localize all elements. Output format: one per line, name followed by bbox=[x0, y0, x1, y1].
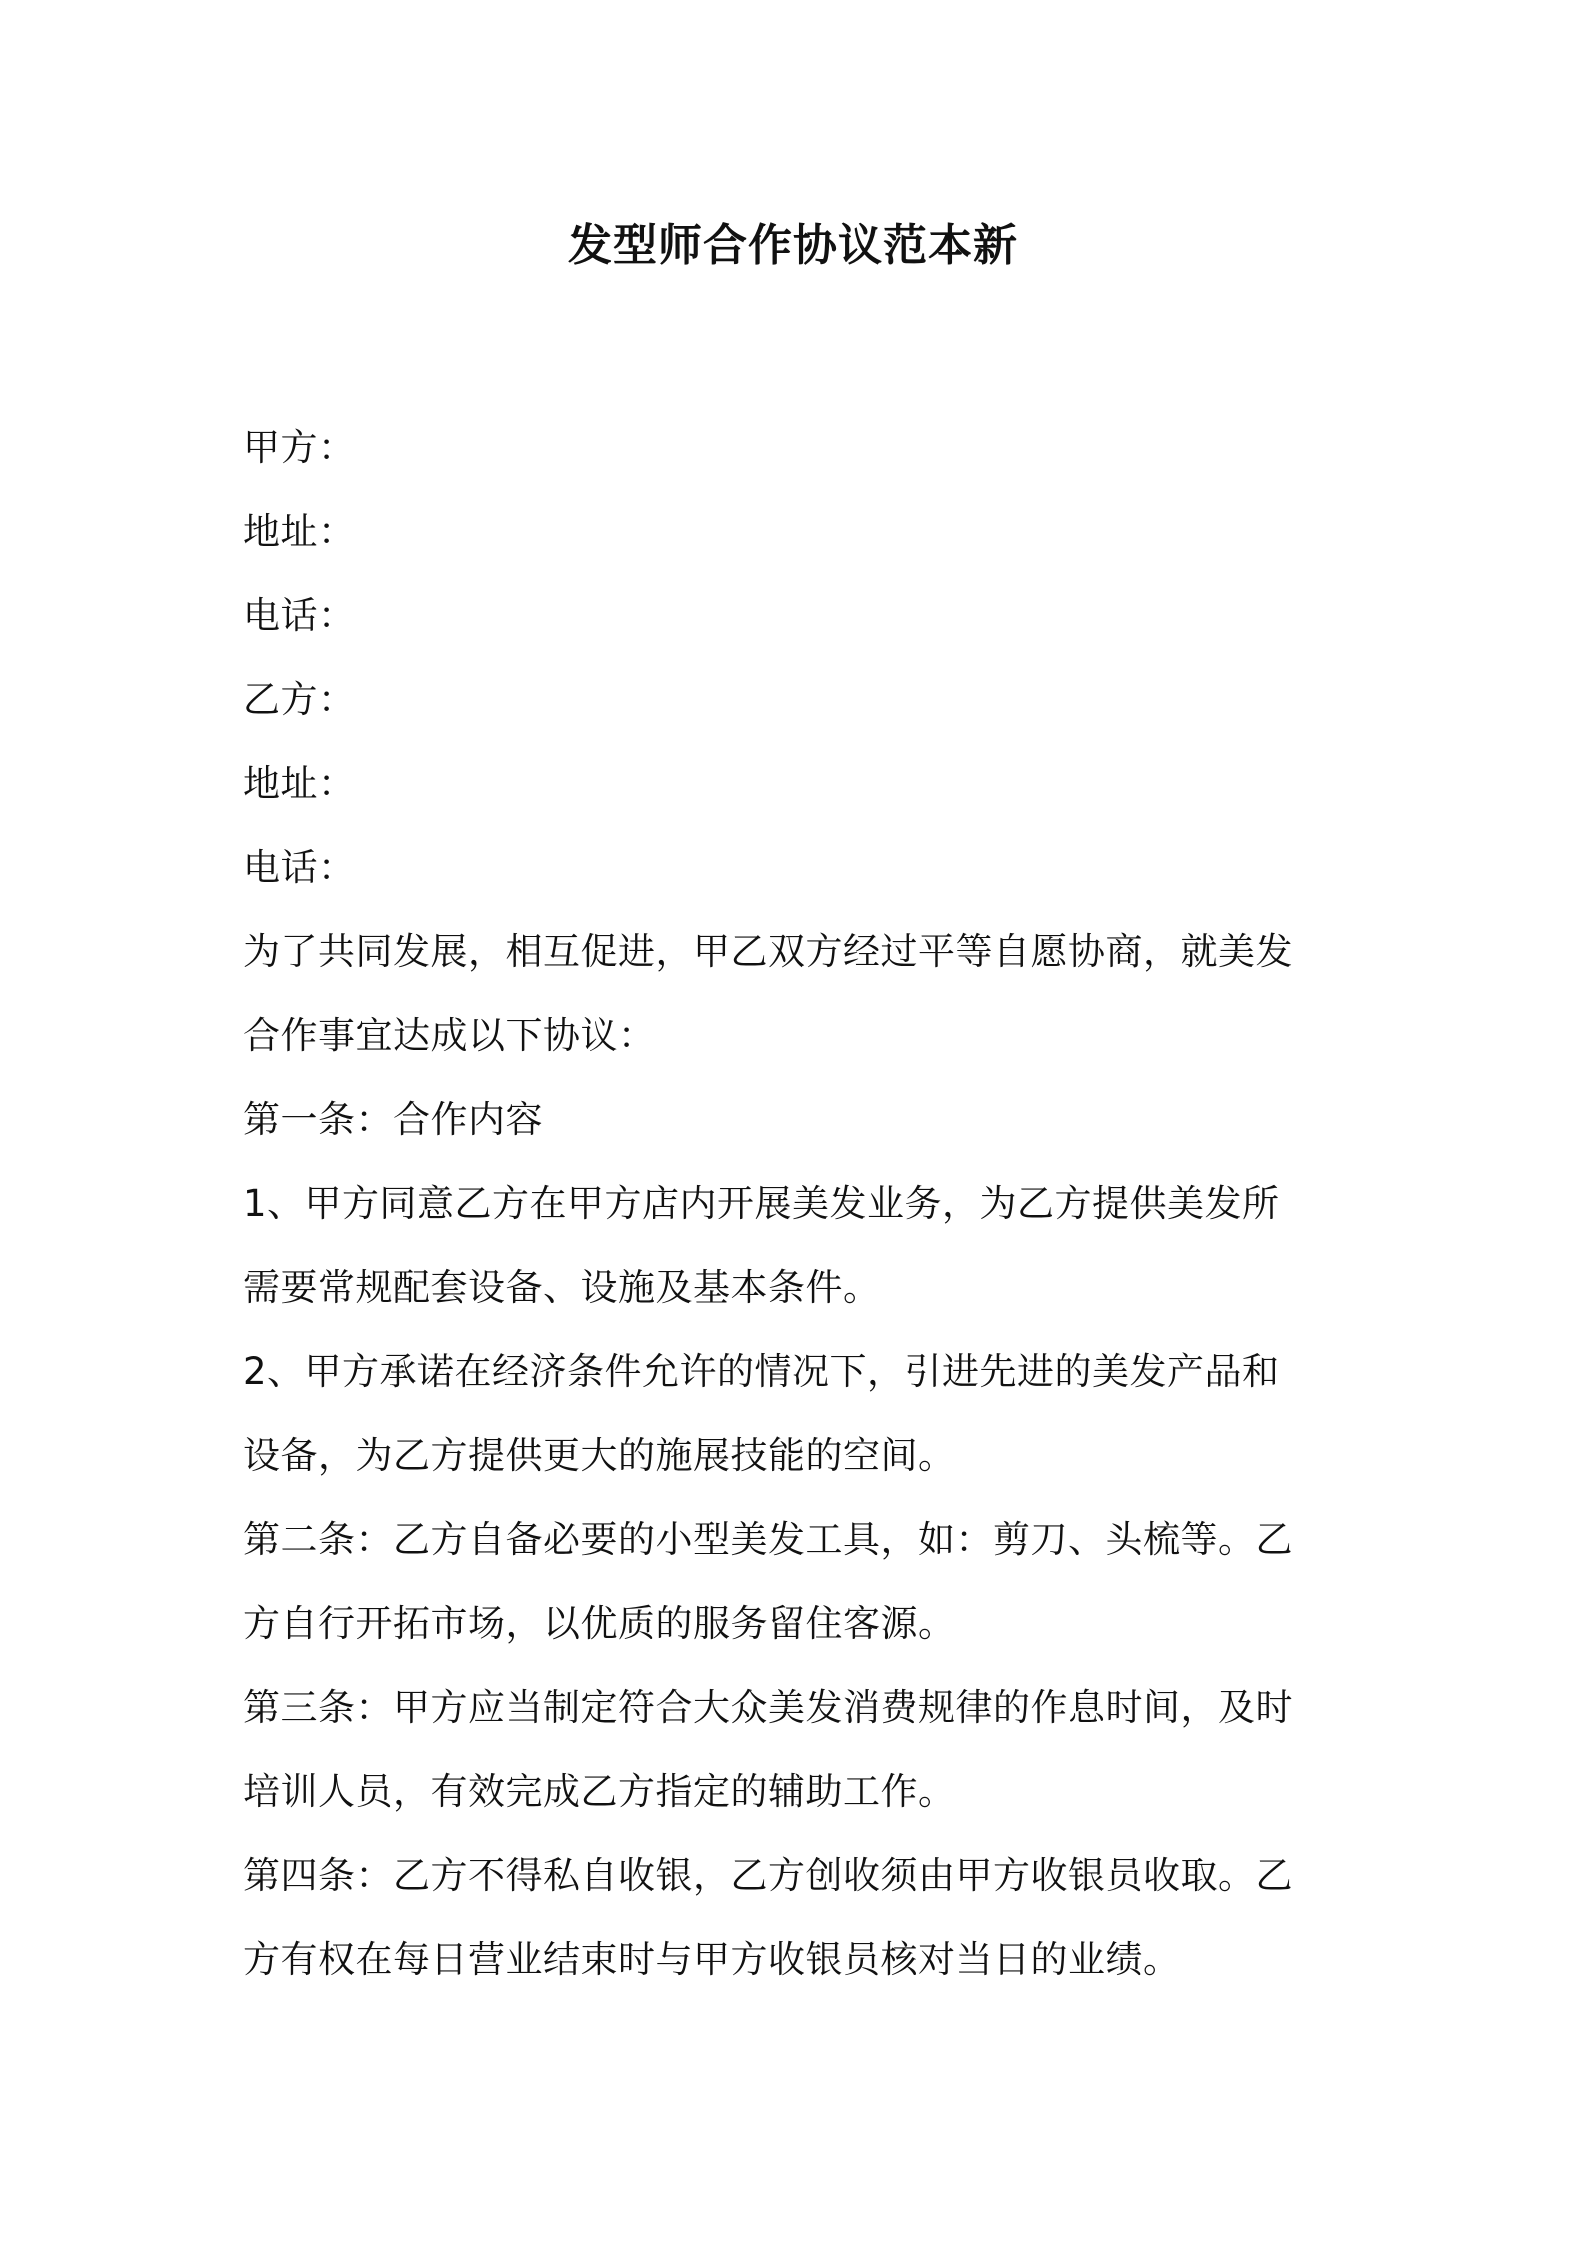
preamble-line: 合作事宜达成以下协议： bbox=[243, 1014, 656, 1057]
article-3-line: 第三条：甲方应当制定符合大众美发消费规律的作息时间，及时 bbox=[243, 1686, 1293, 1729]
document-title: 发型师合作协议范本新 bbox=[568, 220, 1018, 271]
article-3-line: 培训人员，有效完成乙方指定的辅助工作。 bbox=[243, 1770, 956, 1813]
party-b-address-label: 地址： bbox=[243, 762, 356, 805]
document-body bbox=[243, 406, 1363, 2002]
article-2-line: 第二条：乙方自备必要的小型美发工具，如：剪刀、头梳等。乙 bbox=[243, 1518, 1293, 1561]
party-a-label: 甲方： bbox=[243, 426, 356, 469]
preamble-line: 为了共同发展，相互促进，甲乙双方经过平等自愿协商，就美发 bbox=[243, 930, 1293, 973]
party-a-address-label: 地址： bbox=[243, 510, 356, 553]
article-2-line: 方自行开拓市场，以优质的服务留住客源。 bbox=[243, 1602, 956, 1645]
party-a-phone-label: 电话： bbox=[243, 594, 356, 637]
article-1-heading: 第一条：合作内容 bbox=[243, 1098, 543, 1141]
article-4-line: 方有权在每日营业结束时与甲方收银员核对当日的业绩。 bbox=[243, 1938, 1181, 1981]
party-b-label: 乙方： bbox=[243, 678, 356, 721]
article-4-line: 第四条：乙方不得私自收银，乙方创收须由甲方收银员收取。乙 bbox=[243, 1854, 1293, 1897]
article-1-clause-line: 设备，为乙方提供更大的施展技能的空间。 bbox=[243, 1434, 956, 1477]
article-1-clause-line: 1、甲方同意乙方在甲方店内开展美发业务，为乙方提供美发所 bbox=[243, 1182, 1280, 1225]
party-b-phone-label: 电话： bbox=[243, 846, 356, 889]
article-1-clause-line: 2、甲方承诺在经济条件允许的情况下，引进先进的美发产品和 bbox=[243, 1350, 1280, 1393]
article-1-clause-line: 需要常规配套设备、设施及基本条件。 bbox=[243, 1266, 881, 1309]
